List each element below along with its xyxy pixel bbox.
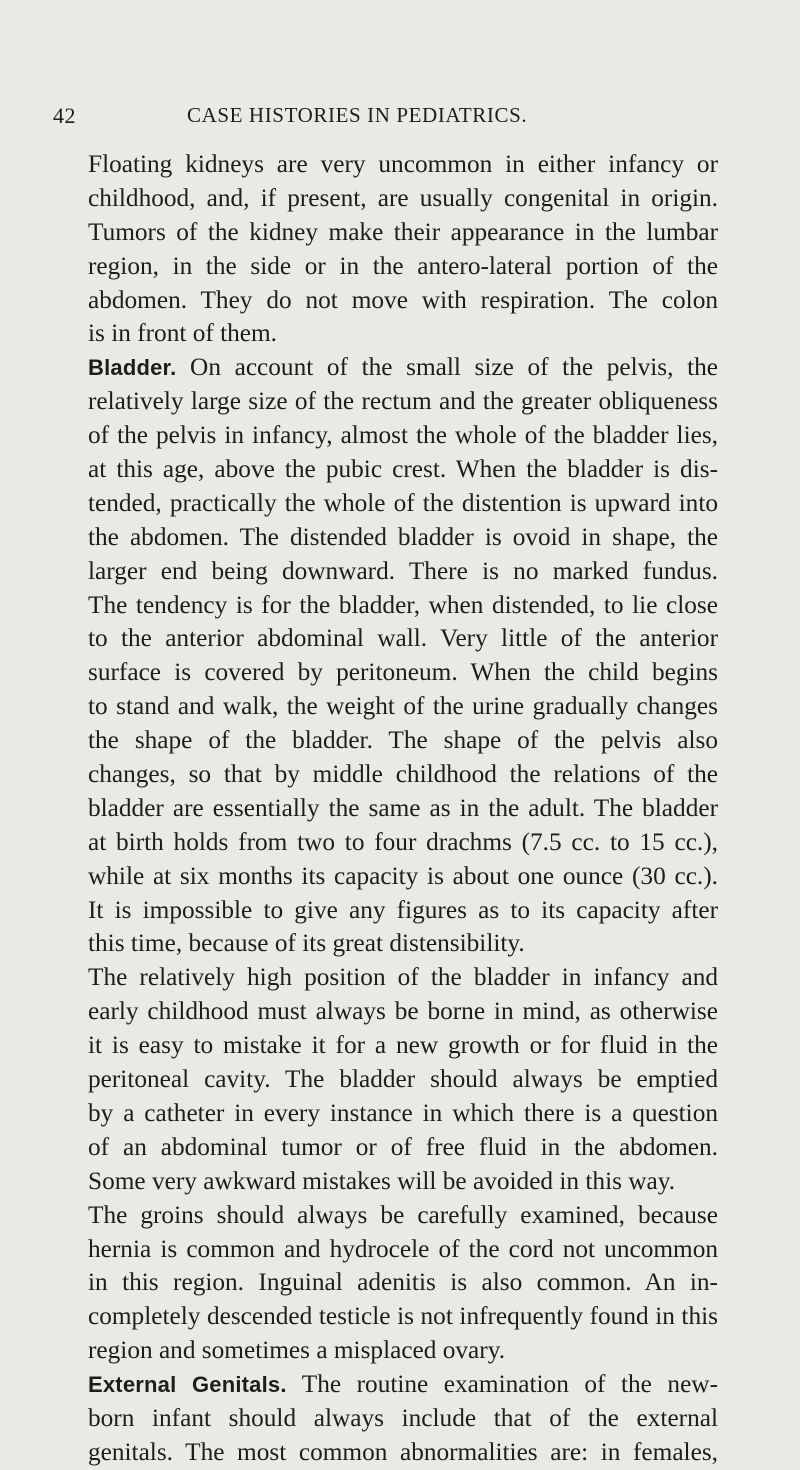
line-text: region and sometimes a misplaced ovary. [88,1336,506,1365]
line-text: region, in the side or in the antero-lateral portion of the [88,251,718,280]
line-text: It is impossible to give any figures as to its capacity after [88,895,718,924]
section-heading: External Genitals. [88,1372,287,1398]
line-text: hernia is common and hydrocele of the cord not uncommon [88,1234,718,1263]
text-line [88,860,718,894]
text-line [88,317,718,351]
text-line [88,555,718,589]
line-text: The groins should always be carefully examined, because [88,1200,718,1229]
text-line [88,995,718,1029]
text-line [88,419,718,453]
line-text: at this age, above the pubic crest. When the bladder is dis- [88,455,718,484]
text-line [88,1266,718,1300]
page-header [53,103,752,139]
text-line [88,1334,718,1368]
line-text: The tendency is for the bladder, when distended, to lie close [88,590,718,619]
body-text [88,148,718,1470]
text-line [88,148,718,182]
line-text: childhood, and, if present, are usually congenital in origin. [88,183,718,212]
text-line [88,961,718,995]
text-line [88,1300,718,1334]
text-line [88,1436,718,1470]
text-line [88,690,718,724]
line-text: Tumors of the kidney make their appearance in the lumbar [88,217,718,246]
line-text: while at six months its capacity is about one ounce (30 cc.). [88,861,718,890]
section-heading-line [88,1368,718,1402]
line-text: completely descended testicle is not infrequently found in this [88,1302,718,1331]
text-line [88,1165,718,1199]
text-line [88,656,718,690]
text-line [88,487,718,521]
line-text: Floating kidneys are very uncommon in either infancy or [88,150,718,178]
text-line [88,1097,718,1131]
line-text: The relatively high position of the bladder in infancy and [88,963,718,992]
text-line [88,894,718,928]
text-line [88,216,718,250]
text-line [88,589,718,623]
line-text: genitals. The most common abnormalities are: in females, [88,1437,718,1466]
line-text: larger end being downward. There is no marked fundus. [88,556,718,585]
line-text: abdomen. They do not move with respiration. The colon [88,285,718,314]
section-heading: Bladder. [88,355,177,381]
line-text: of the pelvis in infancy, almost the whole of the bladder lies, [88,421,718,450]
text-line [88,622,718,656]
line-text: Some very awkward mistakes will be avoided in this way. [88,1166,676,1195]
section-heading-line [88,351,718,385]
line-text: the shape of the bladder. The shape of the pelvis also [88,726,718,755]
text-line [88,724,718,758]
text-line [88,1199,718,1233]
line-text: born infant should always include that of the external [88,1403,718,1432]
text-line [88,453,718,487]
text-line [88,826,718,860]
text-line [88,927,718,961]
line-text: bladder are essentially the same as in the adult. The bladder [88,793,718,822]
line-text: peritoneal cavity. The bladder should always be emptied [88,1065,718,1094]
line-text: relatively large size of the rectum and the greater obliqueness [88,387,718,416]
text-line [88,182,718,216]
text-line [88,1233,718,1267]
text-line [88,284,718,318]
line-text: to stand and walk, the weight of the urine gradually changes [88,692,718,721]
line-text: to the anterior abdominal wall. Very little of the anterior [88,624,718,653]
line-text: in this region. Inguinal adenitis is also common. An in- [88,1268,718,1297]
line-text: surface is covered by peritoneum. When the child begins [88,658,718,687]
text-line [88,758,718,792]
line-text: early childhood must always be borne in mind, as otherwise [88,997,718,1026]
text-line [88,792,718,826]
text-line [88,1131,718,1165]
line-text: it is easy to mistake it for a new growth or for fluid in the [88,1031,718,1060]
text-line [88,1402,718,1436]
line-text: at birth holds from two to four drachms (7.5 cc. to 15 cc.), [88,827,718,856]
line-text: the abdomen. The distended bladder is ovoid in shape, the [88,522,718,551]
text-line [88,250,718,284]
line-text: this time, because of its great distensibility. [88,929,525,958]
line-text: is in front of them. [88,319,277,348]
line-text: The routine examination of the new- [286,1370,719,1399]
running-head: CASE HISTORIES IN PEDIATRICS. [187,103,528,127]
line-text: by a catheter in every instance in which there is a question [88,1098,718,1127]
text-line [88,385,718,419]
line-text: On account of the small size of the pelvis, the [176,353,718,382]
line-text: of an abdominal tumor or of free fluid in the abdomen. [88,1132,718,1161]
line-text: changes, so that by middle childhood the relations of the [88,760,718,789]
page-number: 42 [53,103,76,128]
text-line [88,521,718,555]
text-line [88,1029,718,1063]
text-line [88,1063,718,1097]
line-text: tended, practically the whole of the distention is upward into [88,488,718,517]
